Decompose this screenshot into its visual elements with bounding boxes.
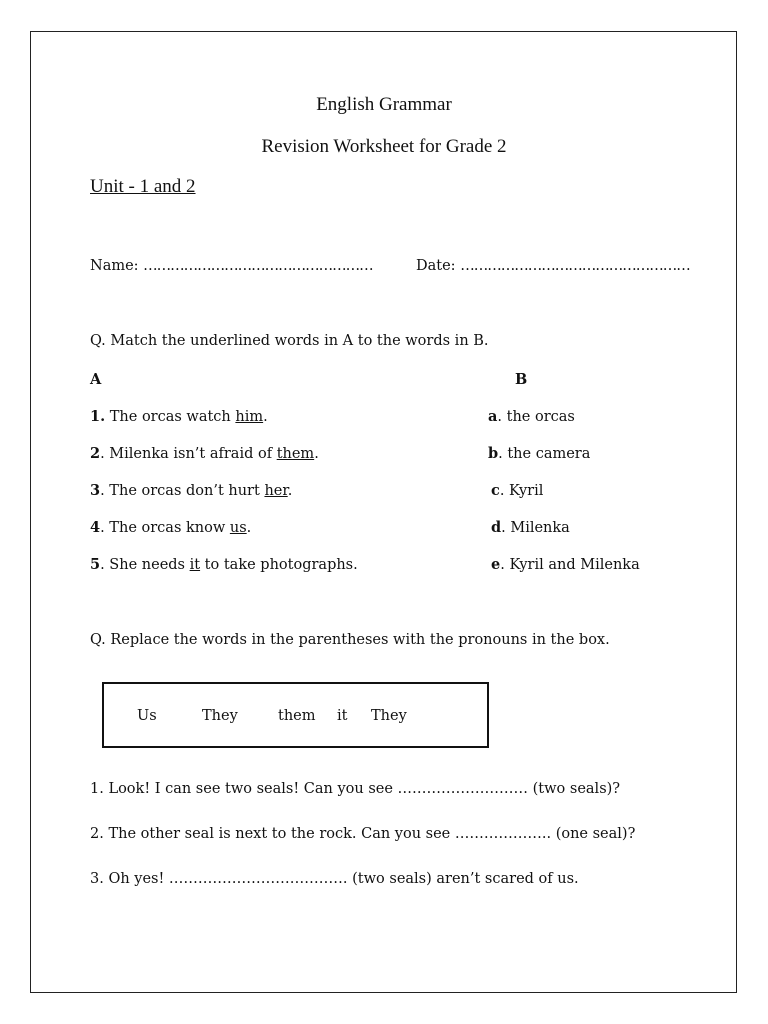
answer-letter: d xyxy=(491,519,502,536)
match-item-4 xyxy=(90,519,251,536)
item-text-end: . xyxy=(263,409,268,425)
column-a-header: A xyxy=(90,371,102,388)
date-blank: …………………………………………… xyxy=(460,258,690,274)
pronoun-word: Us xyxy=(137,708,157,724)
item-text: . She needs xyxy=(100,557,190,573)
item-text-end: . xyxy=(246,520,252,536)
answer-text: . the camera xyxy=(498,446,591,462)
item-number: 2 xyxy=(90,445,101,462)
item-text-end: . xyxy=(314,446,319,462)
item-number: 3 xyxy=(90,482,101,499)
name-label: Name: xyxy=(90,258,144,274)
answer-letter: e xyxy=(491,556,501,573)
item-underlined-word: him xyxy=(235,409,264,425)
item-number: 4 xyxy=(90,519,101,536)
pronoun-word: They xyxy=(202,708,238,724)
item-underlined-word: her xyxy=(264,483,288,499)
item-text: The orcas watch xyxy=(105,409,236,425)
answer-option-d xyxy=(491,519,570,536)
answer-text: . Kyril xyxy=(499,483,544,499)
date-label: Date: xyxy=(416,258,461,274)
answer-letter: c xyxy=(491,482,500,499)
item-text: . The orcas know xyxy=(100,520,230,536)
pronoun-word: it xyxy=(337,708,348,724)
item-text-end: . xyxy=(287,483,293,499)
worksheet-subtitle: Revision Worksheet for Grade 2 xyxy=(261,136,507,157)
answer-option-e xyxy=(491,556,640,573)
match-item-5 xyxy=(90,556,358,573)
exercise-sentence-2: 2. The other seal is next to the rock. Can you see ……………….. (one seal)? xyxy=(90,826,636,842)
match-item-3 xyxy=(90,482,292,499)
item-underlined-word: them xyxy=(276,446,315,462)
pronoun-word: them xyxy=(278,708,316,724)
match-item-1 xyxy=(90,408,268,425)
item-number: 1. xyxy=(90,408,106,425)
item-text: . Milenka isn’t afraid of xyxy=(100,446,277,462)
answer-text: . Kyril and Milenka xyxy=(500,557,640,573)
exercise-sentence-3: 3. Oh yes! ………………………………. (two seals) aren’t scared of us. xyxy=(90,871,579,887)
item-text-end: to take photographs. xyxy=(200,557,358,573)
worksheet-title: English Grammar xyxy=(316,94,452,115)
pronoun-word: They xyxy=(371,708,407,724)
question-2: Q. Replace the words in the parentheses with the pronouns in the box. xyxy=(90,632,610,648)
match-item-2 xyxy=(90,445,319,462)
answer-text: . Milenka xyxy=(501,520,570,536)
answer-letter: a xyxy=(488,408,498,425)
name-field[interactable] xyxy=(90,258,373,274)
date-field[interactable] xyxy=(416,258,690,274)
answer-letter: b xyxy=(488,445,499,462)
question-1: Q. Match the underlined words in A to the words in B. xyxy=(90,333,489,349)
answer-option-c xyxy=(491,482,543,499)
item-text: . The orcas don’t hurt xyxy=(100,483,265,499)
column-b-header: B xyxy=(515,371,528,388)
item-underlined-word: it xyxy=(189,557,201,573)
pronoun-box xyxy=(102,682,489,748)
answer-option-b xyxy=(488,445,590,462)
answer-text: . the orcas xyxy=(497,409,575,425)
unit-heading: Unit - 1 and 2 xyxy=(90,176,196,197)
answer-option-a xyxy=(488,408,575,425)
item-number: 5 xyxy=(90,556,101,573)
exercise-sentence-1: 1. Look! I can see two seals! Can you see ……………………… (two seals)? xyxy=(90,781,621,797)
name-blank: …………………………………………… xyxy=(143,258,373,274)
item-underlined-word: us xyxy=(229,520,247,536)
